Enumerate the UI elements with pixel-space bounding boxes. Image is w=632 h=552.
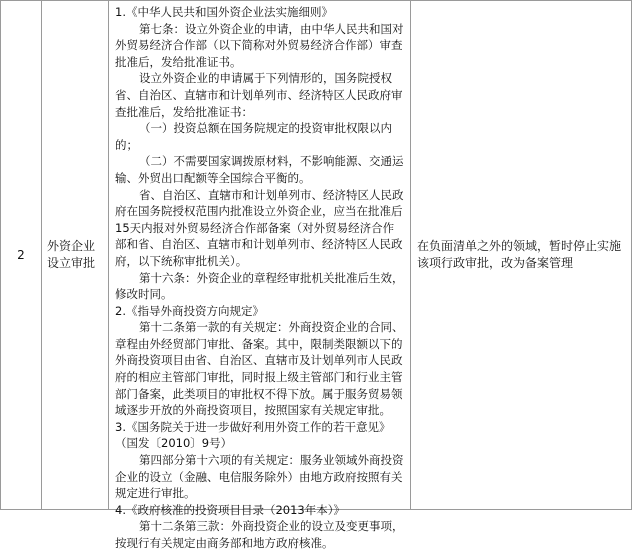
legal-basis-cell: [108, 0, 411, 550]
basis-line-1: 1.《中华人民共和国外资企业法实施细则》: [115, 5, 333, 19]
basis-line-9: 第十二条第一款的有关规定：外商投资企业的合同、章程由外经贸部门审批、备案。其中，限制类限额以下的外商投资项目由省、自治区、直辖市及计划单列市人民政府的相应主管部门审批，同时报上级主管部门和行业主管部门备案，此类项目的审批权不得下放。属于服务贸易领域逐步开放的外商投资项目，按照国家有关规定审批。: [115, 320, 404, 418]
legal-basis-text: [109, 1, 410, 552]
basis-line-3: 设立外资企业的申请属于下列情形的，国务院授权省、自治区、直辖市和计划单列市、经济特区人民政府审查批准后，发给批准证书：: [115, 71, 403, 119]
basis-line-2: 第七条：设立外资企业的申请，由中华人民共和国对外贸易经济合作部（以下简称对外贸易经济合作部）审查批准后，发给批准证书。: [115, 21, 404, 69]
opinion-text: 在负面清单之外的领域，暂时停止实施该项行政审批，改为备案管理: [417, 239, 622, 270]
basis-line-5: （二）不需要国家调拨原材料，不影响能源、交通运输、外贸出口配额等全国综合平衡的。: [115, 154, 404, 185]
item-name: 外资企业设立审批: [47, 239, 96, 270]
basis-line-10: 3.《国务院关于进一步做好利用外资工作的若干意见》（国发〔2010〕9号）: [115, 419, 391, 451]
basis-line-12: 4.《政府核准的投资项目目录（2013年本）》: [115, 502, 345, 517]
basis-line-4: （一）投资总额在国务院规定的投资审批权限以内的；: [115, 121, 392, 152]
basis-line-7: 第十六条：外资企业的章程经审批机关批准后生效，修改时同。: [115, 270, 404, 302]
basis-line-6: 省、自治区、直辖市和计划单列市、经济特区人民政府在国务院授权范围内批准设立外资企业，应当在批准后15天内报对外贸易经济合作部备案（对外贸易经济合作部和省、自治区、直辖市和计划单列市、经济特区人民政府，以下统称审批机关）。: [115, 187, 404, 268]
basis-line-13: 第十二条第三款：外商投资企业的设立及变更事项，按现行有关规定由商务部和地方政府核准。: [115, 519, 404, 550]
basis-line-11: 第四部分第十六项的有关规定：服务业领域外商投资企业的设立（金融、电信服务除外）由地方政府按照有关规定进行审批。: [115, 453, 404, 501]
opinion-cell: [410, 0, 632, 510]
row-index: 2: [17, 248, 25, 262]
item-name-cell: [41, 0, 109, 510]
row-index-cell: [0, 0, 42, 510]
basis-line-8: 2.《指导外商投资方向规定》: [115, 303, 264, 318]
